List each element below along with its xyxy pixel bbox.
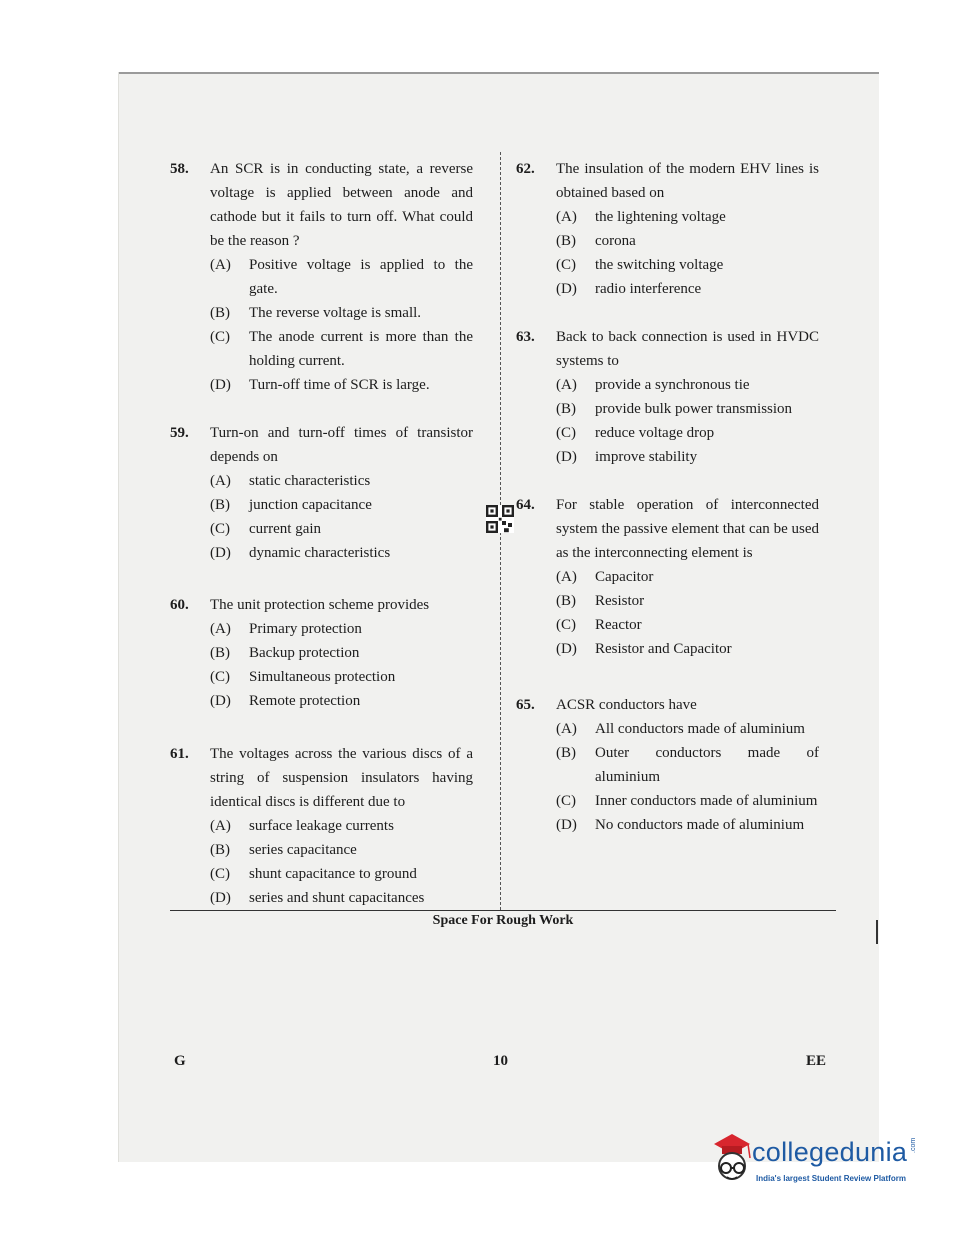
series-code: G <box>174 1053 186 1069</box>
option-b <box>210 301 473 325</box>
option-c <box>210 862 473 886</box>
left-column <box>170 157 473 910</box>
option-a <box>556 565 819 589</box>
option-label: (B) <box>556 233 576 249</box>
option-b <box>556 589 819 613</box>
option-label: (B) <box>210 645 230 661</box>
brand-suffix: .com <box>910 1137 917 1153</box>
option-text: reduce voltage drop <box>595 425 715 441</box>
right-column <box>516 157 819 837</box>
brand-name: collegedunia <box>752 1137 908 1167</box>
option-d <box>210 541 473 565</box>
question-number: 64. <box>516 497 535 513</box>
option-text: dynamic characteristics <box>249 545 391 561</box>
question-number: 58. <box>170 161 189 177</box>
option-label: (A) <box>556 209 577 225</box>
option-text: series and shunt capacitances <box>249 890 425 906</box>
question-stem: Back to back connection is used in HVDC systems to <box>556 329 819 369</box>
question-number: 65. <box>516 697 535 713</box>
option-label: (D) <box>556 641 577 657</box>
option-label: (B) <box>556 401 576 417</box>
option-a <box>210 253 473 301</box>
option-text: current gain <box>249 521 322 537</box>
option-d <box>556 277 819 301</box>
question-59 <box>170 421 473 565</box>
option-d <box>556 445 819 469</box>
option-c <box>556 613 819 637</box>
question-number: 63. <box>516 329 535 345</box>
option-label: (B) <box>556 593 576 609</box>
option-label: (C) <box>210 866 230 882</box>
option-label: (A) <box>210 257 231 273</box>
option-c <box>556 421 819 445</box>
option-a <box>556 205 819 229</box>
question-62 <box>516 157 819 301</box>
qr-code-icon <box>486 505 514 533</box>
option-text: Reactor <box>595 617 642 633</box>
option-text: series capacitance <box>249 842 357 858</box>
option-label: (D) <box>556 449 577 465</box>
option-text: static characteristics <box>249 473 371 489</box>
option-text: junction capacitance <box>249 497 372 513</box>
question-63 <box>516 325 819 469</box>
option-text: improve stability <box>595 449 698 465</box>
question-61 <box>170 742 473 910</box>
option-label: (B) <box>210 497 230 513</box>
option-d <box>556 637 819 661</box>
option-b <box>210 641 473 665</box>
option-label: (D) <box>210 545 231 561</box>
option-text: Resistor <box>595 593 645 609</box>
option-a <box>556 373 819 397</box>
option-label: (A) <box>210 621 231 637</box>
option-label: (C) <box>556 793 576 809</box>
option-text: Primary protection <box>249 621 362 637</box>
option-text: Resistor and Capacitor <box>595 641 732 657</box>
question-number: 62. <box>516 161 535 177</box>
option-text: the lightening voltage <box>595 209 726 225</box>
option-b <box>556 741 819 789</box>
question-58 <box>170 157 473 397</box>
page-number: 10 <box>493 1053 508 1069</box>
option-b <box>210 838 473 862</box>
question-number: 60. <box>170 597 189 613</box>
option-a <box>556 717 819 741</box>
option-text: The reverse voltage is small. <box>249 305 422 321</box>
option-text: Positive voltage is applied to the gate. <box>249 257 473 297</box>
option-a <box>210 617 473 641</box>
option-text: Inner conductors made of aluminium <box>595 793 818 809</box>
option-label: (C) <box>210 669 230 685</box>
option-c <box>210 325 473 373</box>
question-stem: The insulation of the modern EHV lines is obtained based on <box>556 161 819 201</box>
question-stem: An SCR is in conducting state, a reverse voltage is applied between anode and cathode but it fails to turn off. What could be the reason ? <box>210 161 473 249</box>
option-d <box>210 689 473 713</box>
option-d <box>556 813 819 837</box>
option-text: All conductors made of aluminium <box>595 721 805 737</box>
option-label: (D) <box>556 281 577 297</box>
option-label: (A) <box>210 473 231 489</box>
question-stem: Turn-on and turn-off times of transistor depends on <box>210 425 473 465</box>
question-64 <box>516 493 819 661</box>
option-text: No conductors made of aluminium <box>595 817 805 833</box>
question-65 <box>516 693 819 837</box>
question-60 <box>170 593 473 713</box>
option-label: (B) <box>210 305 230 321</box>
page-top-edge <box>119 72 879 74</box>
question-number: 61. <box>170 746 189 762</box>
option-b <box>556 229 819 253</box>
option-label: (A) <box>210 818 231 834</box>
option-label: (C) <box>556 257 576 273</box>
option-text: provide a synchronous tie <box>595 377 750 393</box>
option-a <box>210 814 473 838</box>
option-label: (D) <box>210 693 231 709</box>
option-text: surface leakage currents <box>249 818 394 834</box>
option-label: (D) <box>210 377 231 393</box>
option-text: Backup protection <box>249 645 360 661</box>
option-d <box>210 373 473 397</box>
rough-work-rule <box>170 910 836 911</box>
option-label: (B) <box>556 745 576 761</box>
option-text: the switching voltage <box>595 257 724 273</box>
option-text: Simultaneous protection <box>249 669 396 685</box>
option-label: (C) <box>210 521 230 537</box>
option-text: corona <box>595 233 636 249</box>
option-text: Outer conductors made of aluminium <box>595 745 819 785</box>
option-label: (A) <box>556 569 577 585</box>
option-c <box>210 517 473 541</box>
option-text: shunt capacitance to ground <box>249 866 417 882</box>
option-text: Remote protection <box>249 693 361 709</box>
option-text: provide bulk power transmission <box>595 401 793 417</box>
option-label: (B) <box>210 842 230 858</box>
option-label: (A) <box>556 377 577 393</box>
question-stem: ACSR conductors have <box>556 697 697 713</box>
option-text: The anode current is more than the holding current. <box>249 329 473 369</box>
option-c <box>556 789 819 813</box>
option-text: Turn-off time of SCR is large. <box>249 377 430 393</box>
option-b <box>556 397 819 421</box>
option-label: (C) <box>556 425 576 441</box>
option-a <box>210 469 473 493</box>
brand-tagline: India's largest Student Review Platform <box>756 1174 906 1183</box>
option-d <box>210 886 473 910</box>
question-number: 59. <box>170 425 189 441</box>
option-label: (D) <box>556 817 577 833</box>
option-label: (A) <box>556 721 577 737</box>
option-b <box>210 493 473 517</box>
option-label: (C) <box>210 329 230 345</box>
option-text: Capacitor <box>595 569 654 585</box>
option-label: (D) <box>210 890 231 906</box>
option-label: (C) <box>556 617 576 633</box>
question-stem: The unit protection scheme provides <box>210 597 430 613</box>
question-stem: For stable operation of interconnected system the passive element that can be used as the interconnecting element is <box>556 497 819 561</box>
rough-work-label: Space For Rough Work <box>432 913 574 928</box>
option-text: radio interference <box>595 281 702 297</box>
subject-code: EE <box>806 1053 827 1069</box>
question-stem: The voltages across the various discs of a string of suspension insulators having identical discs is different due to <box>210 746 473 810</box>
option-c <box>556 253 819 277</box>
option-c <box>210 665 473 689</box>
